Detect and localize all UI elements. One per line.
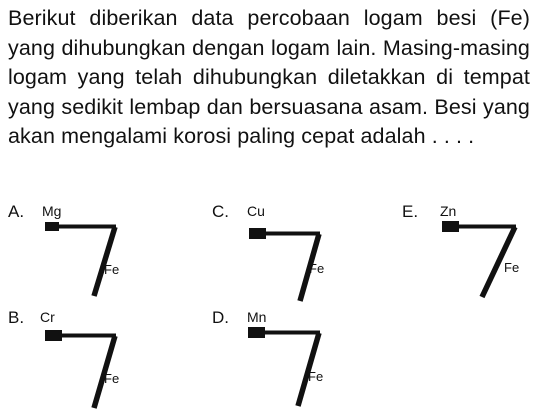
metal-label: Cu xyxy=(247,203,265,219)
option-letter: C. xyxy=(212,202,229,221)
option-c[interactable] xyxy=(212,202,342,312)
option-letter: E. xyxy=(402,202,419,221)
option-letter: A. xyxy=(8,202,25,221)
metal-label: Cr xyxy=(40,309,55,325)
option-letter: B. xyxy=(8,308,25,327)
fe-label: Fe xyxy=(104,262,120,277)
fe-label: Fe xyxy=(308,369,324,384)
option-d[interactable] xyxy=(212,308,342,418)
option-letter: D. xyxy=(212,308,229,327)
option-a[interactable] xyxy=(8,202,138,312)
metal-nail-diagram xyxy=(212,308,342,418)
metal-nail-diagram xyxy=(8,202,138,312)
option-e[interactable] xyxy=(402,202,532,312)
fe-label: Fe xyxy=(504,260,520,275)
fe-label: Fe xyxy=(309,261,325,276)
question-text: Berikut diberikan data percobaan logam besi (Fe) yang dihubungkan dengan logam lain. Masing-masing logam yang telah dihubungkan diletakkan di tempat yang sedikit lembap dan bersuasana asam. Besi yang akan mengalami korosi paling cepat adalah . . . . xyxy=(8,6,530,148)
metal-nail-diagram xyxy=(8,308,138,418)
metal-label: Mg xyxy=(42,203,62,219)
metal-label: Zn xyxy=(440,203,457,219)
metal-label: Mn xyxy=(247,309,267,325)
metal-nail-diagram xyxy=(212,202,342,312)
option-b[interactable] xyxy=(8,308,138,418)
fe-label: Fe xyxy=(104,371,120,386)
metal-nail-diagram xyxy=(402,202,532,312)
